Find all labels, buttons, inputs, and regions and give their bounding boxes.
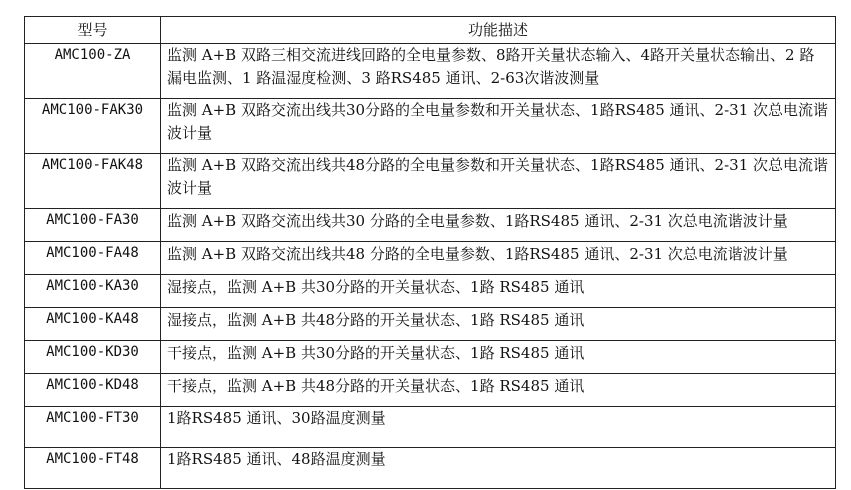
table-row xyxy=(25,448,836,489)
model-cell: AMC100-KA48 xyxy=(25,308,161,341)
model-cell: AMC100-FA48 xyxy=(25,242,161,275)
table-row xyxy=(25,44,836,99)
model-cell: AMC100-FA30 xyxy=(25,209,161,242)
table-row xyxy=(25,341,836,374)
description-cell: 监测 A+B 双路三相交流进线回路的全电量参数、8路开关量状态输入、4路开关量状态输出、2 路漏电监测、1 路温湿度检测、3 路RS485 通讯、2-63次谐波测量 xyxy=(161,44,836,99)
table-row xyxy=(25,209,836,242)
table-header-row xyxy=(25,17,836,44)
model-cell: AMC100-ZA xyxy=(25,44,161,99)
description-cell: 干接点，监测 A+B 共48分路的开关量状态、1路 RS485 通讯 xyxy=(161,374,836,407)
description-cell: 1路RS485 通讯、48路温度测量 xyxy=(161,448,836,489)
description-cell: 1路RS485 通讯、30路温度测量 xyxy=(161,407,836,448)
description-cell: 监测 A+B 双路交流出线共30 分路的全电量参数、1路RS485 通讯、2-31 次总电流谐波计量 xyxy=(161,209,836,242)
description-cell: 监测 A+B 双路交流出线共30分路的全电量参数和开关量状态、1路RS485 通讯、2-31 次总电流谐波计量 xyxy=(161,99,836,154)
header-model: 型号 xyxy=(25,17,161,44)
table-row xyxy=(25,154,836,209)
header-description: 功能描述 xyxy=(161,17,836,44)
table-row xyxy=(25,275,836,308)
model-cell: AMC100-KA30 xyxy=(25,275,161,308)
table-row xyxy=(25,374,836,407)
description-cell: 湿接点，监测 A+B 共48分路的开关量状态、1路 RS485 通讯 xyxy=(161,308,836,341)
table-row xyxy=(25,308,836,341)
model-cell: AMC100-KD48 xyxy=(25,374,161,407)
description-cell: 监测 A+B 双路交流出线共48分路的全电量参数和开关量状态、1路RS485 通讯、2-31 次总电流谐波计量 xyxy=(161,154,836,209)
model-cell: AMC100-FT30 xyxy=(25,407,161,448)
model-cell: AMC100-KD30 xyxy=(25,341,161,374)
model-cell: AMC100-FAK48 xyxy=(25,154,161,209)
spec-table-container xyxy=(24,16,836,489)
model-cell: AMC100-FT48 xyxy=(25,448,161,489)
model-function-table xyxy=(24,16,836,489)
description-cell: 干接点，监测 A+B 共30分路的开关量状态、1路 RS485 通讯 xyxy=(161,341,836,374)
table-row xyxy=(25,99,836,154)
description-cell: 湿接点，监测 A+B 共30分路的开关量状态、1路 RS485 通讯 xyxy=(161,275,836,308)
table-row xyxy=(25,242,836,275)
description-cell: 监测 A+B 双路交流出线共48 分路的全电量参数、1路RS485 通讯、2-31 次总电流谐波计量 xyxy=(161,242,836,275)
model-cell: AMC100-FAK30 xyxy=(25,99,161,154)
table-row xyxy=(25,407,836,448)
